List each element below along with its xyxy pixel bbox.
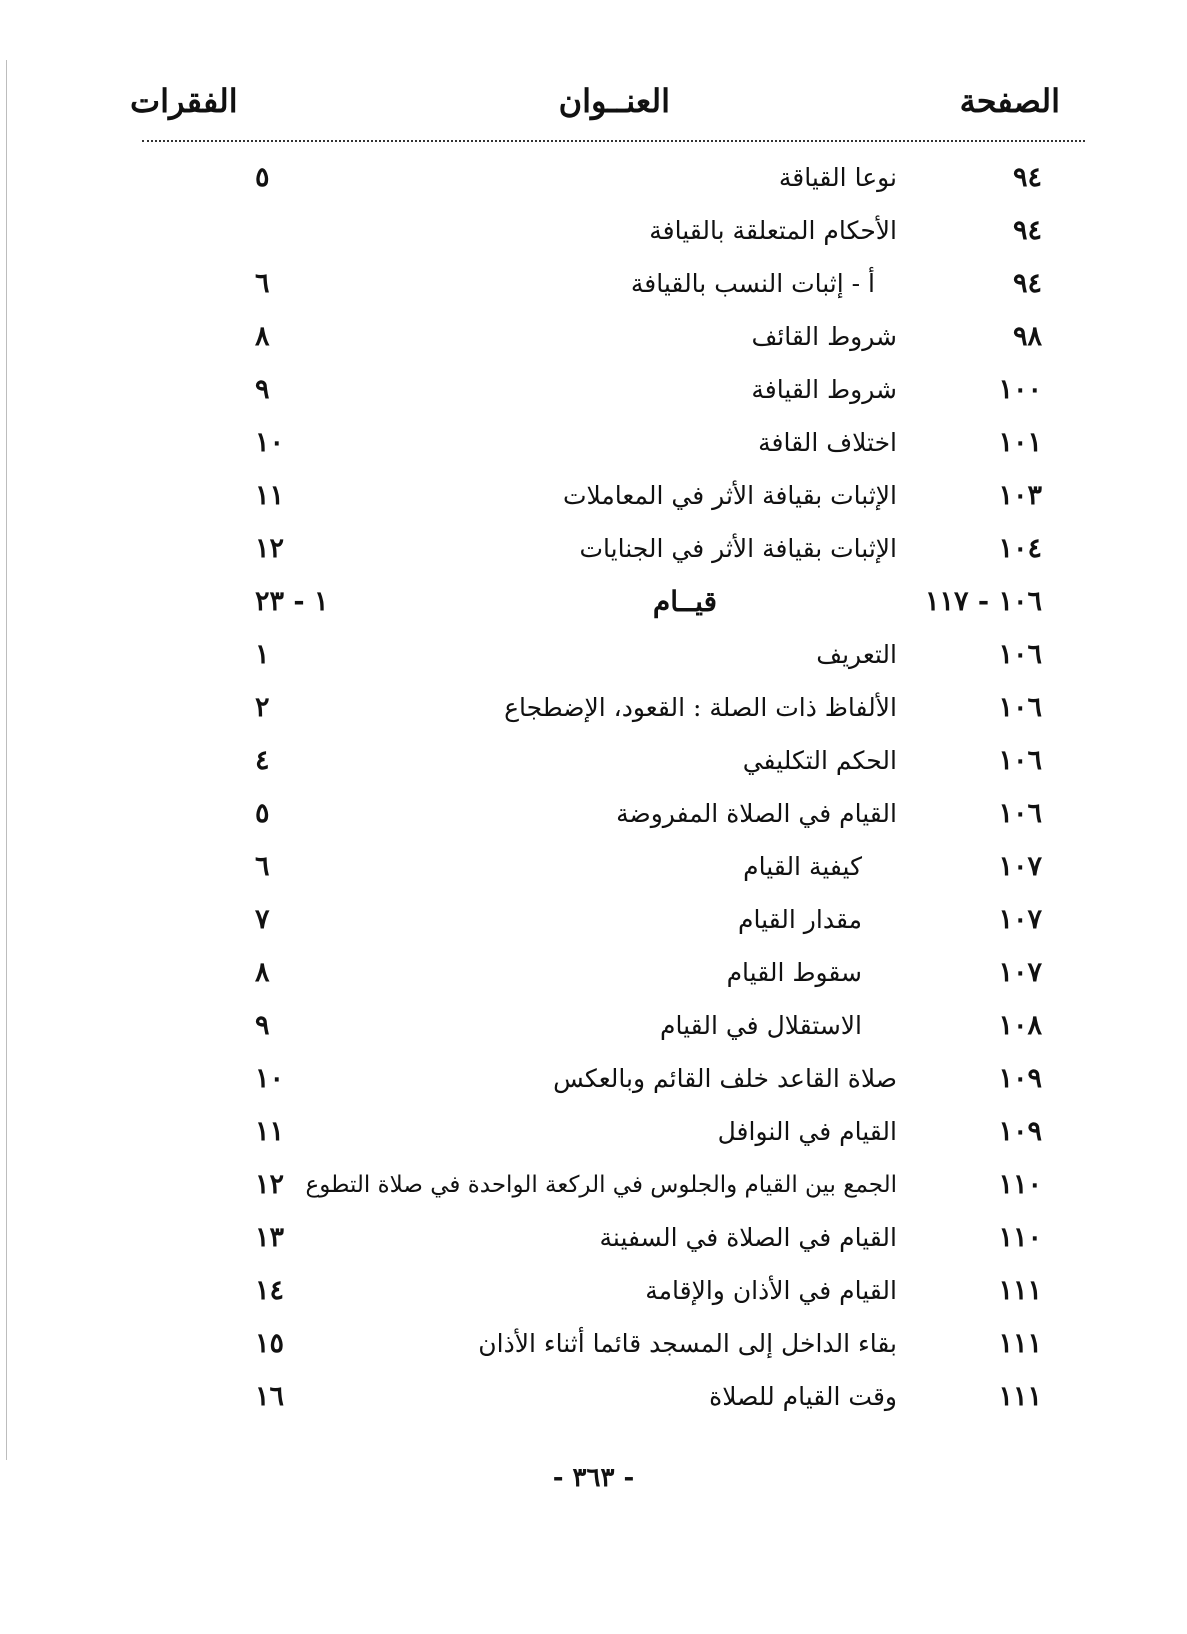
entry-title: وقت القيام للصلاة	[709, 1382, 897, 1411]
index-entry	[0, 900, 1187, 952]
entry-title: القيام في الأذان والإقامة	[645, 1276, 897, 1305]
entry-paragraphs: ١١	[255, 480, 285, 511]
entry-paragraphs: ١٢	[255, 533, 285, 564]
entry-title: شروط القائف	[751, 322, 897, 351]
index-entry	[0, 423, 1187, 475]
entry-title: القيام في النوافل	[717, 1117, 897, 1146]
index-entry	[0, 953, 1187, 1005]
entry-page: ١٠٧	[998, 851, 1042, 882]
entry-page: ٩٤	[1012, 268, 1042, 299]
entry-page: ١٠٣	[998, 480, 1042, 511]
entry-paragraphs: ٨	[255, 957, 270, 988]
entry-paragraphs: ٦	[255, 851, 270, 882]
entry-title: الألفاظ ذات الصلة : القعود، الإضطجاع	[504, 693, 897, 722]
entry-page: ١٠٩	[998, 1116, 1042, 1147]
entry-title: بقاء الداخل إلى المسجد قائما أثناء الأذان	[478, 1329, 897, 1358]
index-entry	[0, 741, 1187, 793]
entry-title: القيام في الصلاة المفروضة	[616, 799, 897, 828]
entry-page: ١٠٦ - ١١٧	[924, 586, 1042, 617]
entry-title: أ - إثبات النسب بالقيافة	[630, 269, 875, 298]
entry-title: مقدار القيام	[738, 905, 862, 934]
index-entry	[0, 1377, 1187, 1429]
entry-title: شروط القيافة	[751, 375, 897, 404]
entry-paragraphs: ٨	[255, 321, 270, 352]
entry-title: الإثبات بقيافة الأثر في المعاملات	[562, 481, 897, 510]
entry-paragraphs: ١	[255, 639, 270, 670]
index-entry	[0, 1165, 1187, 1217]
entry-paragraphs: ١٠	[255, 1063, 285, 1094]
entry-paragraphs: ١٠	[255, 427, 285, 458]
index-entry	[0, 158, 1187, 210]
entry-title: الحكم التكليفي	[742, 746, 897, 775]
index-entry	[0, 1059, 1187, 1111]
entry-page: ١١١	[998, 1275, 1042, 1306]
entry-page: ١١١	[998, 1381, 1042, 1412]
header-page-label: الصفحة	[959, 82, 1060, 120]
entry-paragraphs: ١١	[255, 1116, 285, 1147]
entry-paragraphs: ٩	[255, 1010, 270, 1041]
index-header	[130, 82, 1060, 134]
index-entry	[0, 529, 1187, 581]
entry-paragraphs: ٢	[255, 692, 270, 723]
entry-paragraphs: ١٥	[255, 1328, 285, 1359]
entry-page: ١٠٦	[998, 745, 1042, 776]
entry-page: ١٠١	[998, 427, 1042, 458]
entry-title: سقوط القيام	[726, 958, 862, 987]
index-entry	[0, 847, 1187, 899]
entry-paragraphs: ١٤	[255, 1275, 285, 1306]
entry-paragraphs: ٤	[255, 745, 270, 776]
entry-paragraphs: ٥	[255, 162, 270, 193]
entry-title: الأحكام المتعلقة بالقيافة	[649, 216, 897, 245]
entry-title: التعريف	[816, 640, 897, 669]
entry-paragraphs: ١٢	[255, 1169, 285, 1200]
entry-page: ١٠٧	[998, 957, 1042, 988]
entry-page: ٩٨	[1012, 321, 1042, 352]
index-entry	[0, 1324, 1187, 1376]
entry-page: ١٠٠	[998, 374, 1042, 405]
entry-paragraphs: ٧	[255, 904, 270, 935]
index-entry	[0, 211, 1187, 263]
entry-page: ٩٤	[1012, 162, 1042, 193]
index-entry	[0, 1271, 1187, 1323]
entry-paragraphs: ١ - ٢٣	[255, 586, 329, 617]
index-entry	[0, 476, 1187, 528]
index-entry	[0, 370, 1187, 422]
index-entry	[0, 688, 1187, 740]
entry-paragraphs: ٦	[255, 268, 270, 299]
entry-title: الجمع بين القيام والجلوس في الركعة الواحدة في صلاة التطوع	[305, 1172, 897, 1198]
entry-page: ٩٤	[1012, 215, 1042, 246]
index-entry	[0, 635, 1187, 687]
entry-title: قيــام	[652, 585, 717, 618]
header-title-label: العنــوان	[558, 82, 670, 120]
index-entry	[0, 264, 1187, 316]
index-entry	[0, 1112, 1187, 1164]
page-number: - ٣٦٣ -	[552, 1463, 635, 1493]
index-entry-heading	[0, 582, 1187, 634]
entry-page: ١٠٧	[998, 904, 1042, 935]
index-entry	[0, 794, 1187, 846]
entry-page: ١٠٦	[998, 639, 1042, 670]
entry-page: ١١٠	[998, 1169, 1042, 1200]
entry-paragraphs: ٩	[255, 374, 270, 405]
entry-page: ١١٠	[998, 1222, 1042, 1253]
entry-page: ١١١	[998, 1328, 1042, 1359]
header-dotted-divider	[142, 140, 1085, 142]
entry-page: ١٠٨	[998, 1010, 1042, 1041]
entry-title: صلاة القاعد خلف القائم وبالعكس	[553, 1064, 897, 1093]
entry-title: كيفية القيام	[743, 852, 862, 881]
entry-paragraphs: ١٣	[255, 1222, 285, 1253]
index-entry	[0, 1006, 1187, 1058]
entry-title: اختلاف القافة	[758, 428, 897, 457]
entry-page: ١٠٤	[998, 533, 1042, 564]
entry-title: الإثبات بقيافة الأثر في الجنايات	[579, 534, 897, 563]
entry-title: الاستقلال في القيام	[660, 1011, 862, 1040]
entry-paragraphs: ١٦	[255, 1381, 285, 1412]
entry-page: ١٠٦	[998, 798, 1042, 829]
entry-page: ١٠٩	[998, 1063, 1042, 1094]
index-entry	[0, 1218, 1187, 1270]
entry-paragraphs: ٥	[255, 798, 270, 829]
header-paragraphs-label: الفقرات	[130, 82, 238, 120]
index-entry	[0, 317, 1187, 369]
entry-page: ١٠٦	[998, 692, 1042, 723]
entry-title: القيام في الصلاة في السفينة	[599, 1223, 897, 1252]
entry-title: نوعا القياقة	[778, 163, 897, 192]
